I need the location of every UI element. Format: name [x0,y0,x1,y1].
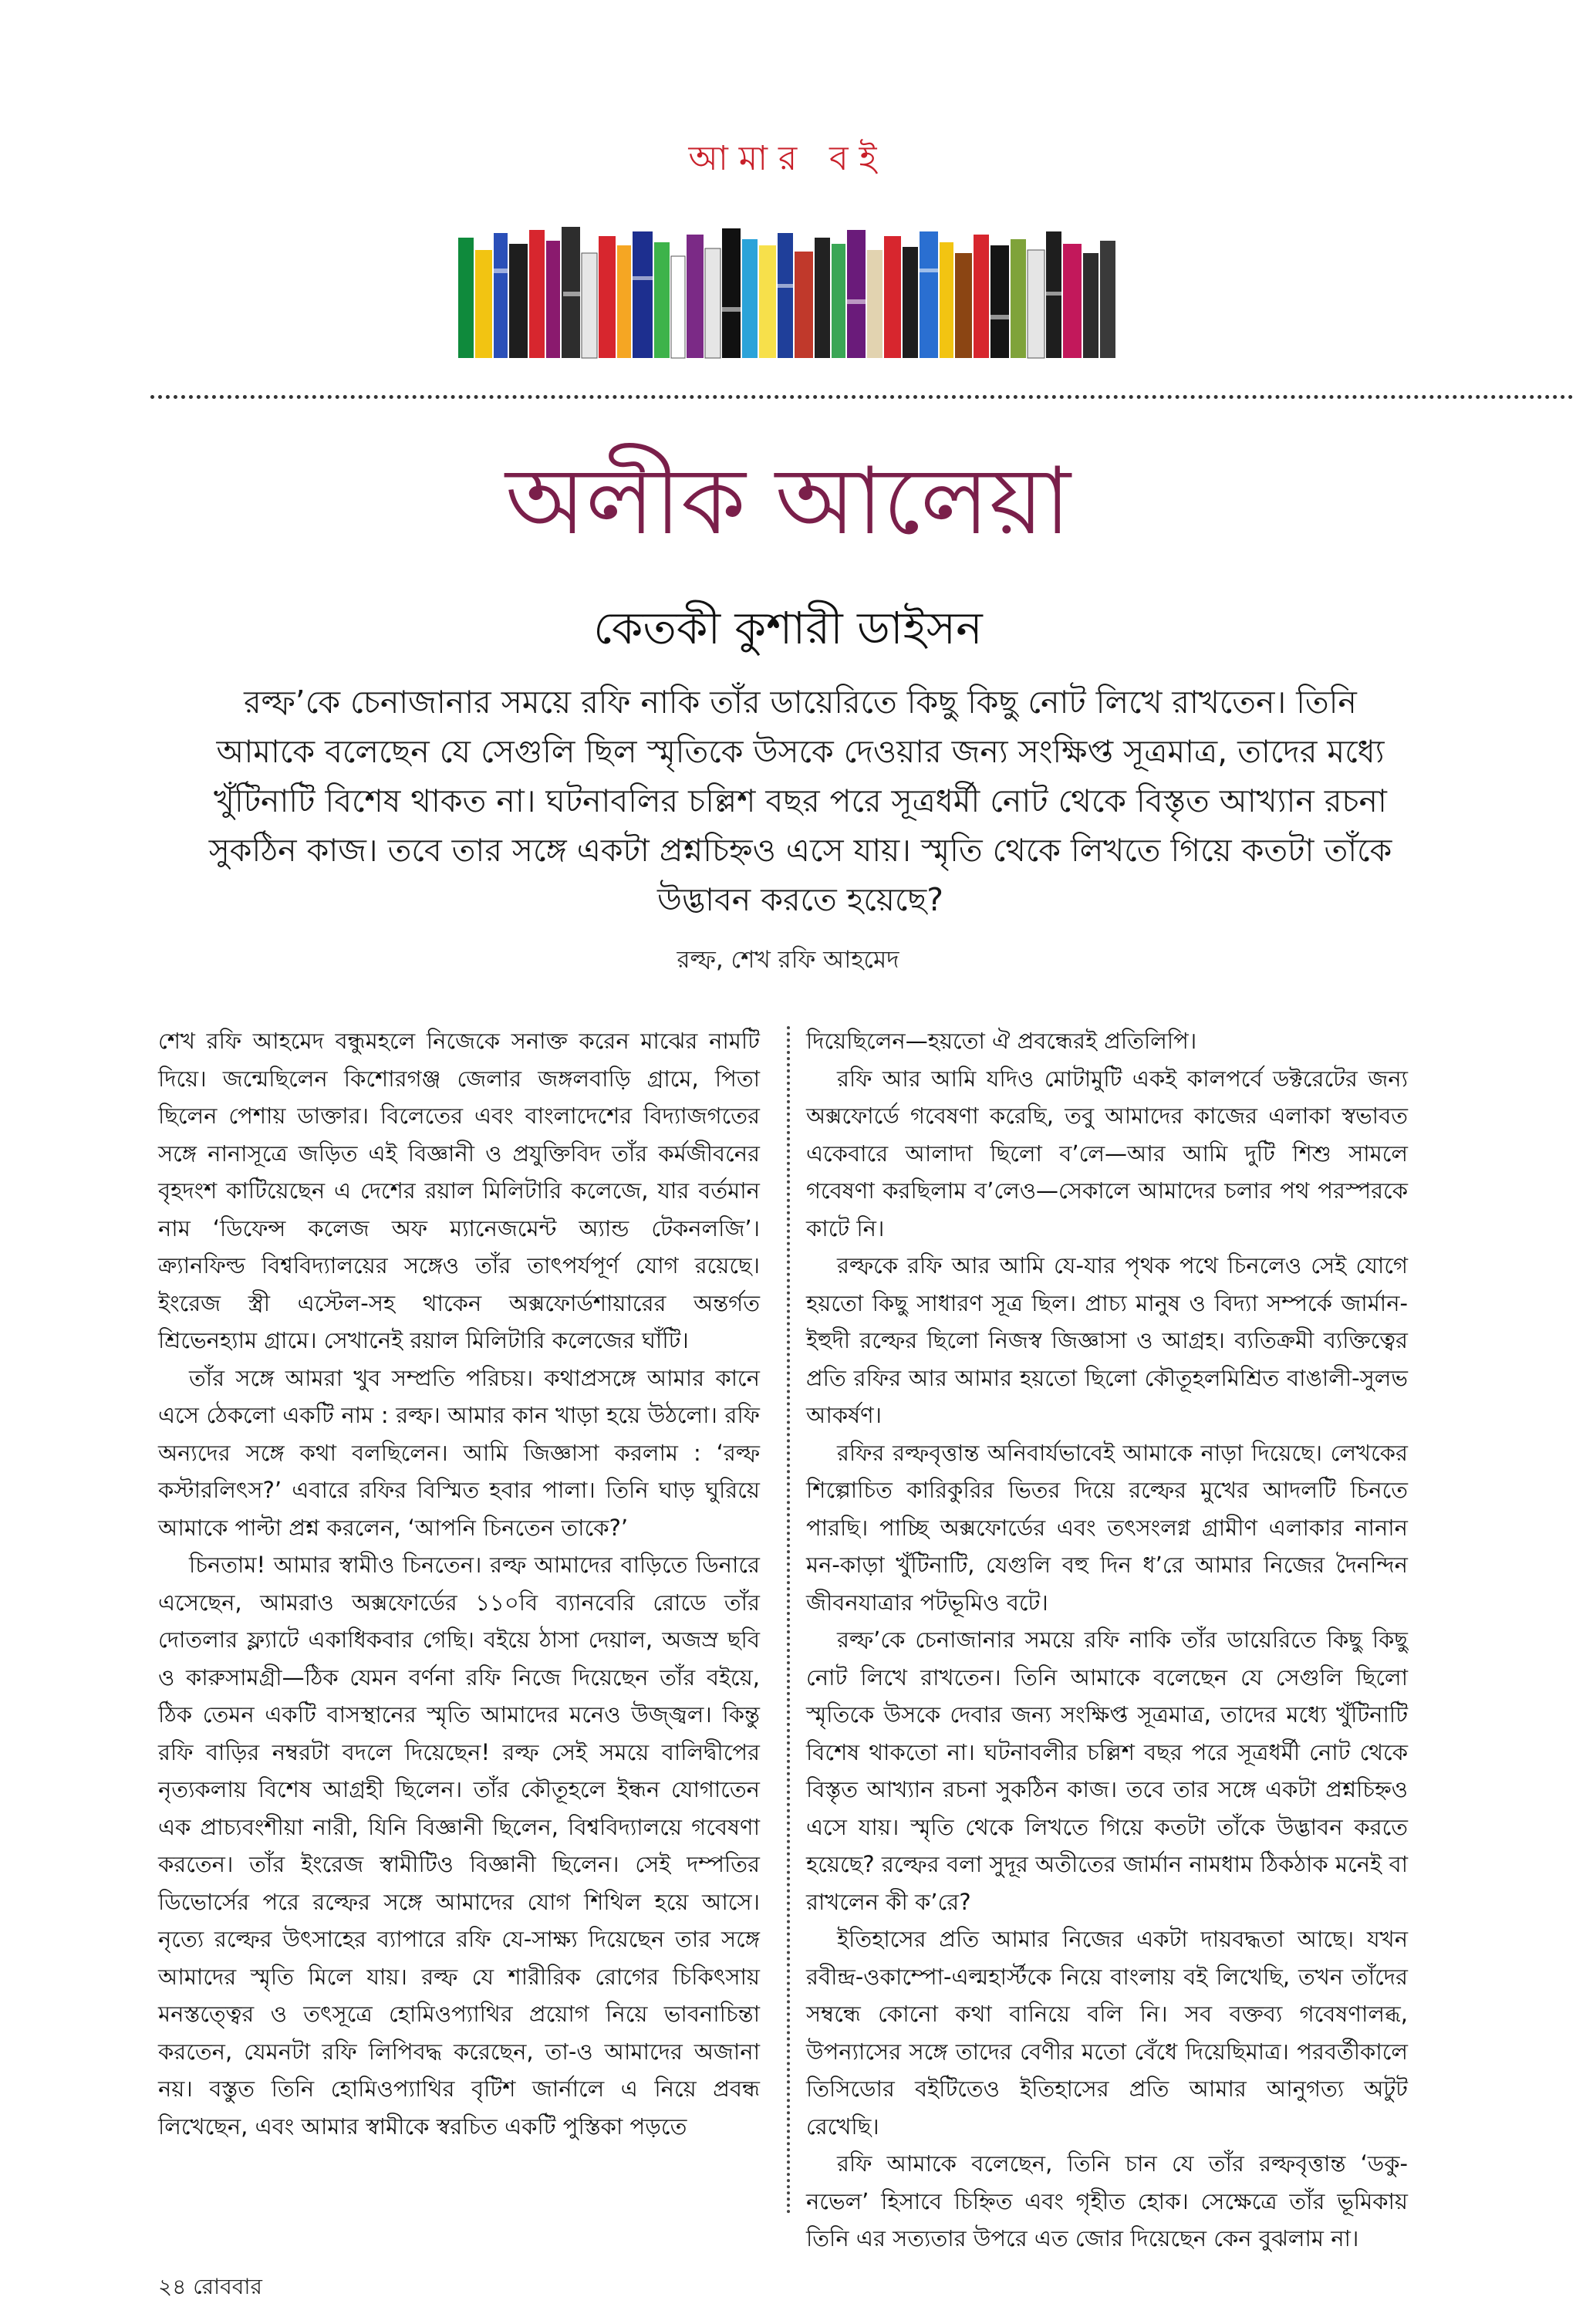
paragraph: রফি আর আমি যদিও মোটামুটি একই কালপর্বে ডক্টরেটের জন্য অক্সফোর্ডে গবেষণা করেছি, তবু আমাদের কাজের এলাকা স্বভাবত একেবারে আলাদা ছিলো ব’লে—আর আমি দুটি শিশু সামলে গবেষণা করছিলাম ব’লেও—সেকালে আমাদের চলার পথ পরস্পরকে কাটে নি। [806,1065,1408,1241]
bookshelf-illustration [455,222,1119,360]
dotted-divider [150,395,1574,399]
paragraph: রল্ফকে রফি আর আমি যে-যার পৃথক পথে চিনলেও সেই যোগে হয়তো কিছু সাধারণ সূত্র ছিল। প্রাচ্য মানুষ ও বিদ্যা সম্পর্কে জার্মান-ইহুদী রল্ফের ছিলো নিজস্ব জিজ্ঞাসা ও আগ্রহ। ব্যতিক্রমী ব্যক্তিত্বের প্রতি রফির আর আমার হয়তো ছিলো কৌতূহলমিশ্রিত বাঙালী-সুলভ আকর্ষণ। [806,1252,1408,1428]
book-spines [458,227,1115,358]
article-title: অলীক আলেয়া [505,448,1071,556]
paragraph: দিয়েছিলেন—হয়তো ঐ প্রবন্ধেরই প্রতিলিপি। [806,1028,1197,1054]
page-folio: ২৪ রোববার [158,2274,262,2299]
section-label: আমার বই [688,139,888,178]
article-author: কেতকী কুশারী ডাইসন [593,602,983,654]
paragraph: চিনতাম! আমার স্বামীও চিনতেন। রল্ফ আমাদের বাড়িতে ডিনারে এসেছেন, আমরাও অক্সফোর্ডের ১১০বি ব্যানবেরি রোডে তাঁর দোতলার ফ্ল্যাটে একাধিকবার গেছি। বইয়ে ঠাসা দেয়াল, অজস্র ছবি ও কারুসামগ্রী—ঠিক যেমন বর্ণনা রফি নিজে দিয়েছেন তাঁর বইয়ে, ঠিক তেমন একটি বাসস্থানের স্মৃতি আমাদের মনেও উজ্জ্বল। কিন্তু রফি বাড়ির নম্বরটা বদলে দিয়েছেন! রল্ফ সেই সময়ে বালিদ্বীপের নৃত্যকলায় বিশেষ আগ্রহী ছিলেন। তাঁর কৌতূহলে ইন্ধন যোগাতেন এক প্রাচ্যবংশীয়া নারী, যিনি বিজ্ঞানী ছিলেন, বিশ্ববিদ্যালয়ে গবেষণা করতেন। তাঁর ইংরেজ স্বামীটিও বিজ্ঞানী ছিলেন। সেই দম্পতির ডিভোর্সের পরে রল্ফের সঙ্গে আমাদের যোগ শিথিল হয়ে আসে। নৃত্যে রল্ফের উৎসাহের ব্যাপারে রফি যে-সাক্ষ্য দিয়েছেন তার সঙ্গে আমাদের স্মৃতি মিলে যায়। রল্ফ যে শারীরিক রোগের চিকিৎসায় মনস্তত্ত্বের ও তৎসূত্রে হোমিওপ্যাথির প্রয়োগ নিয়ে ভাবনাচিন্তা করতেন, যেমনটা রফি লিপিবদ্ধ করেছেন, তা-ও আমাদের অজানা নয়। বস্তুত তিনি হোমিওপ্যাথির বৃটিশ জার্নালে এ নিয়ে প্রবন্ধ লিখেছেন, এবং আমার স্বামীকে স্বরচিত একটি পুস্তিকা পড়তে [158,1552,760,2140]
paragraph: রল্ফ’কে চেনাজানার সময়ে রফি নাকি তাঁর ডায়েরিতে কিছু কিছু নোট লিখে রাখতেন। তিনি আমাকে বলেছেন যে সেগুলি ছিলো স্মৃতিকে উসকে দেবার জন্য সংক্ষিপ্ত সূত্রমাত্র, তাদের মধ্যে খুঁটিনাটি বিশেষ থাকতো না। ঘটনাবলীর চল্লিশ বছর পরে সূত্রধর্মী নোট থেকে বিস্তৃত আখ্যান রচনা সুকঠিন কাজ। তবে তার সঙ্গে একটা প্রশ্নচিহ্নও এসে যায়। স্মৃতি থেকে লিখতে গিয়ে কতটা তাঁকে উদ্ভাবন করতে হয়েছে? রল্ফের বলা সুদূর অতীতের জার্মান নামধাম ঠিকঠাক মনেই বা রাখলেন কী ক’রে? [806,1626,1408,1915]
column-divider [787,1026,790,2214]
book-credit: রল্ফ, শেখ রফি আহমেদ [677,946,899,974]
paragraph: রফি আমাকে বলেছেন, তিনি চান যে তাঁর রল্ফবৃত্তান্ত ‘ডকু-নভেল’ হিসাবে চিহ্নিত এবং গৃহীত হোক। সেক্ষেত্রে তাঁর ভূমিকায় তিনি এর সত্যতার উপরে এত জোর দিয়েছেন কেন বুঝলাম না। [806,2150,1408,2251]
body-column-right [806,1022,1408,2258]
article-summary: রল্ফ’কে চেনাজানার সময়ে রফি নাকি তাঁর ডায়েরিতে কিছু কিছু নোট লিখে রাখতেন। তিনি আমাকে বলেছেন যে সেগুলি ছিল স্মৃতিকে উসকে দেওয়ার জন্য সংক্ষিপ্ত সূত্রমাত্র, তাদের মধ্যে খুঁটিনাটি বিশেষ থাকত না। ঘটনাবলির চল্লিশ বছর পরে সূত্রধর্মী নোট থেকে বিস্তৃত আখ্যান রচনা সুকঠিন কাজ। তবে তার সঙ্গে একটা প্রশ্নচিহ্নও এসে যায়। স্মৃতি থেকে লিখতে গিয়ে কতটা তাঁকে উদ্ভাবন করতে হয়েছে? [208,684,1392,918]
paragraph: ইতিহাসের প্রতি আমার নিজের একটা দায়বদ্ধতা আছে। যখন রবীন্দ্র-ওকাম্পো-এল্মহার্স্টকে নিয়ে বাংলায় বই লিখেছি, তখন তাঁদের সম্বন্ধে কোনো কথা বানিয়ে বলি নি। সব বক্তব্য গবেষণালব্ধ, উপন্যাসের সঙ্গে তাদের বেণীর মতো বেঁধে দিয়েছিমাত্র। পরবর্তীকালে তিসিডোর বইটিতেও ইতিহাসের প্রতি আমার আনুগত্য অটুট রেখেছি। [806,1926,1408,2140]
paragraph: শেখ রফি আহমেদ বন্ধুমহলে নিজেকে সনাক্ত করেন মাঝের নামটি দিয়ে। জন্মেছিলেন কিশোরগঞ্জ জেলার জঙ্গলবাড়ি গ্রামে, পিতা ছিলেন পেশায় ডাক্তার। বিলেতের এবং বাংলাদেশের বিদ্যাজগতের সঙ্গে নানাসূত্রে জড়িত এই বিজ্ঞানী ও প্রযুক্তিবিদ তাঁর কর্মজীবনের বৃহদংশ কাটিয়েছেন এ দেশের রয়াল মিলিটারি কলেজে, যার বর্তমান নাম ‘ডিফেন্স কলেজ অফ ম্যানেজমেন্ট অ্যান্ড টেকনলজি’। ক্র্যানফিল্ড বিশ্ববিদ্যালয়ের সঙ্গেও তাঁর তাৎপর্যপূর্ণ যোগ রয়েছে। ইংরেজ স্ত্রী এস্টেল-সহ থাকেন অক্সফোর্ডশায়ারের অন্তর্গত শ্রিভেনহ্যাম গ্রামে। সেখানেই রয়াল মিলিটারি কলেজের ঘাঁটি। [158,1028,760,1353]
body-column-left [158,1022,760,2145]
paragraph: রফির রল্ফবৃত্তান্ত অনিবার্যভাবেই আমাকে নাড়া দিয়েছে। লেখকের শিল্পোচিত কারিকুরির ভিতর দিয়ে রল্ফের মুখের আদলটি চিনতে পারছি। পাচ্ছি অক্সফোর্ডের এবং তৎসংলগ্ন গ্রামীণ এলাকার নানান মন-কাড়া খুঁটিনাটি, যেগুলি বহু দিন ধ’রে আমার নিজের দৈনন্দিন জীবনযাত্রার পটভূমিও বটে। [806,1439,1408,1616]
paragraph: তাঁর সঙ্গে আমরা খুব সম্প্রতি পরিচয়। কথাপ্রসঙ্গে আমার কানে এসে ঠেকলো একটি নাম : রল্ফ। আমার কান খাড়া হয়ে উঠলো। রফি অন্যদের সঙ্গে কথা বলছিলেন। আমি জিজ্ঞাসা করলাম : ‘রল্ফ কস্টারলিৎস?’ এবারে রফির বিস্মিত হবার পালা। তিনি ঘাড় ঘুরিয়ে আমাকে পাল্টা প্রশ্ন করলেন, ‘আপনি চিনতেন তাকে?’ [158,1364,760,1541]
